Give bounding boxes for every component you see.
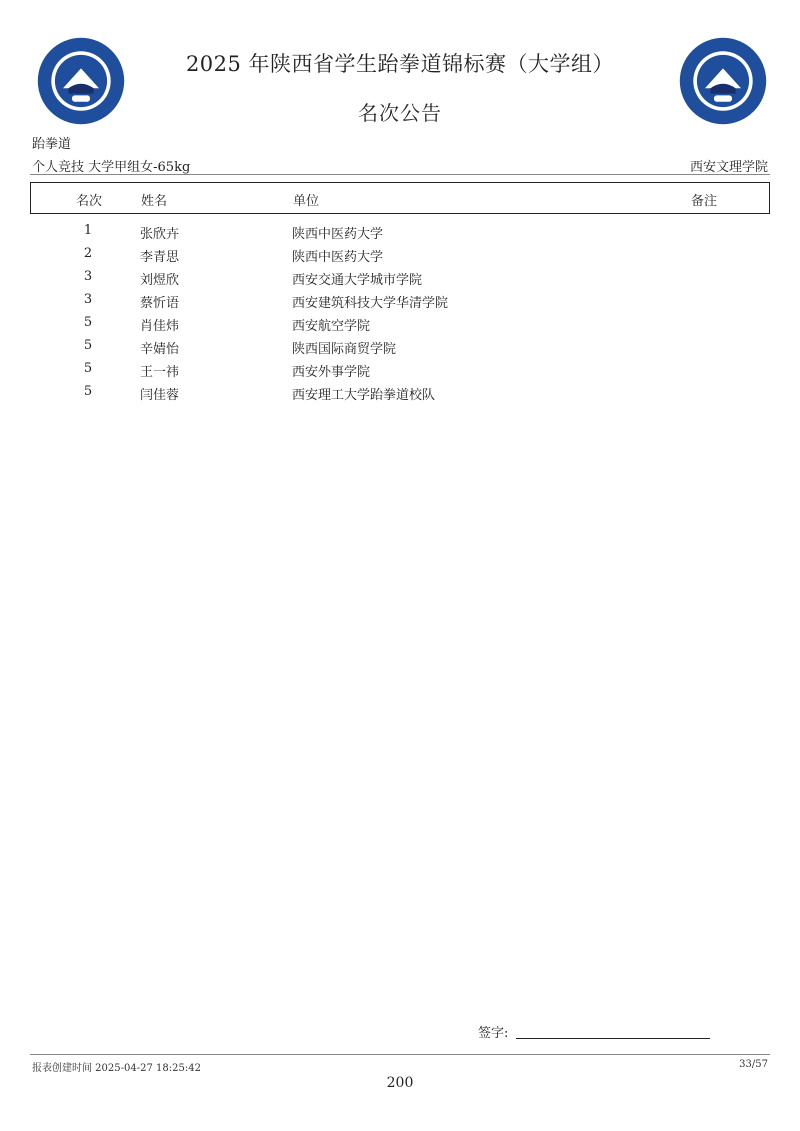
header-divider: [30, 174, 770, 175]
rank-cell: 5: [83, 361, 93, 376]
signature-label: 签字:: [478, 1026, 509, 1041]
document-subtitle: 名次公告: [358, 101, 442, 125]
rank-cell: 5: [83, 338, 93, 353]
table-row: [30, 313, 770, 336]
header-rank: 名次: [75, 194, 102, 209]
header-note: 备注: [691, 194, 718, 209]
unit-cell: 西安航空学院: [292, 319, 371, 334]
table-row: [30, 267, 770, 290]
sport-name: 跆拳道: [32, 137, 72, 152]
table-row: [30, 290, 770, 313]
unit-cell: 陕西中医药大学: [292, 250, 384, 265]
rank-cell: 3: [83, 292, 93, 307]
table-row: [30, 336, 770, 359]
header-name: 姓名: [141, 194, 168, 209]
unit-cell: 西安外事学院: [292, 365, 371, 380]
page-counter: 33/57: [739, 1059, 768, 1070]
name-cell: 王一祎: [140, 365, 180, 380]
name-cell: 张欣卉: [140, 227, 180, 242]
footer-number: 200: [386, 1075, 414, 1091]
table-row: [30, 244, 770, 267]
unit-cell: 陕西国际商贸学院: [292, 342, 397, 357]
footer-divider: [30, 1054, 770, 1055]
signature-line: [516, 1038, 710, 1039]
event-category: 个人竞技 大学甲组女-65kg: [32, 160, 191, 175]
name-cell: 肖佳炜: [140, 319, 180, 334]
name-cell: 辛婧怡: [140, 342, 180, 357]
results-table: [30, 221, 770, 405]
unit-cell: 陕西中医药大学: [292, 227, 384, 242]
table-row: [30, 221, 770, 244]
table-row: [30, 382, 770, 405]
unit-cell: 西安建筑科技大学华清学院: [292, 296, 449, 311]
rank-cell: 5: [83, 384, 93, 399]
report-created-time: 报表创建时间 2025-04-27 18:25:42: [32, 1063, 201, 1074]
rank-cell: 1: [83, 223, 93, 238]
document-title: 2025 年陕西省学生跆拳道锦标赛（大学组）: [185, 52, 615, 76]
rank-cell: 3: [83, 269, 93, 284]
table-row: [30, 359, 770, 382]
table-header: [30, 182, 770, 214]
rank-cell: 5: [83, 315, 93, 330]
name-cell: 李青思: [140, 250, 180, 265]
name-cell: 闫佳蓉: [140, 388, 180, 403]
header-unit: 单位: [293, 194, 320, 209]
name-cell: 蔡忻语: [140, 296, 180, 311]
event-venue: 西安文理学院: [689, 160, 768, 175]
rank-cell: 2: [83, 246, 93, 261]
unit-cell: 西安理工大学跆拳道校队: [292, 388, 436, 403]
name-cell: 刘煜欣: [140, 273, 180, 288]
unit-cell: 西安交通大学城市学院: [292, 273, 423, 288]
